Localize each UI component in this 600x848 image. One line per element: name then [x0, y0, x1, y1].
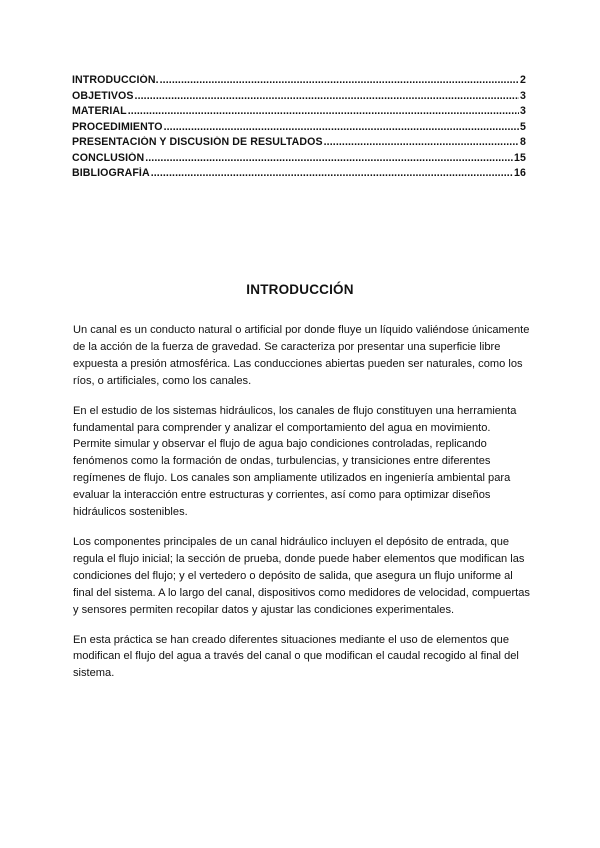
- toc-leader-dots: [151, 167, 513, 179]
- toc-entry-page: 16: [514, 167, 526, 179]
- section-heading: INTRODUCCIÓN: [246, 282, 354, 297]
- toc-entry-page: 15: [514, 151, 526, 164]
- body-paragraph: Un canal es un conducto natural o artificial por donde fluye un líquido valiéndose únicamente de la acción de la fuerza de gravedad. Se caracteriza por presentar una superficie libre expuesta a presión atmosférica. Las conducciones abiertas pueden ser naturales, como los ríos, o artificiales, como los canales.: [73, 324, 530, 387]
- toc-entry-page: 3: [520, 89, 526, 102]
- toc-entry-page: 3: [520, 105, 526, 117]
- section-body: [73, 322, 531, 695]
- toc-leader-dots: [324, 136, 519, 148]
- toc-entry-introduccion[interactable]: [72, 74, 526, 90]
- toc-entry-title: OBJETIVOS: [72, 89, 134, 102]
- toc-entry-conclusion[interactable]: [72, 152, 526, 168]
- toc-entry-page: 8: [520, 136, 526, 148]
- toc-entry-title: INTRODUCCIÓN.: [72, 74, 159, 86]
- toc-leader-dots: [164, 121, 519, 133]
- toc-leader-dots: [135, 90, 519, 102]
- body-paragraph: En el estudio de los sistemas hidráulicos, los canales de flujo constituyen una herramienta fundamental para comprender y analizar el comportamiento del agua en movimiento. Permite simular y observar el flujo de agua bajo condiciones controladas, replicando fenómenos como la formación de ondas, turbulencias, y transiciones entre diferentes regímenes de flujo. Los canales son ampliamente utilizados en ingeniería ambiental para evaluar la interacción entre estructuras y corrientes, así como para optimizar diseños hidráulicos sostenibles.: [73, 404, 517, 519]
- table-of-contents: [72, 74, 526, 183]
- toc-leader-dots: [145, 152, 513, 164]
- toc-entry-objetivos[interactable]: [72, 90, 526, 106]
- toc-entry-title: BIBLIOGRAFÍA: [72, 167, 150, 179]
- toc-entry-title: CONCLUSIÓN: [72, 151, 145, 164]
- toc-entry-page: 2: [520, 74, 526, 86]
- toc-entry-procedimiento[interactable]: [72, 121, 526, 137]
- toc-entry-bibliografia[interactable]: [72, 167, 526, 183]
- toc-leader-dots: [160, 74, 519, 86]
- toc-entry-title: PROCEDIMIENTO: [72, 120, 163, 133]
- toc-entry-material[interactable]: [72, 105, 526, 121]
- toc-entry-title: MATERIAL: [72, 105, 127, 117]
- toc-entry-title: PRESENTACIÓN Y DISCUSIÓN DE RESULTADOS: [72, 136, 323, 148]
- toc-entry-page: 5: [520, 120, 526, 133]
- body-paragraph: Los componentes principales de un canal hidráulico incluyen el depósito de entrada, que regula el flujo inicial; la sección de prueba, donde puede haber elementos que modifican las condiciones del flujo; y el vertedero o depósito de salida, que asegura un flujo uniforme al final del sistema. A lo largo del canal, dispositivos como medidores de velocidad, compuertas y sensores permiten recopilar datos y ajustar las condiciones experimentales.: [73, 535, 530, 616]
- toc-leader-dots: [128, 105, 519, 117]
- body-paragraph: En esta práctica se han creado diferentes situaciones mediante el uso de elementos que modifican el flujo del agua a través del canal o que modifican el caudal recogido al final del sistema.: [73, 633, 519, 680]
- toc-entry-resultados[interactable]: [72, 136, 526, 152]
